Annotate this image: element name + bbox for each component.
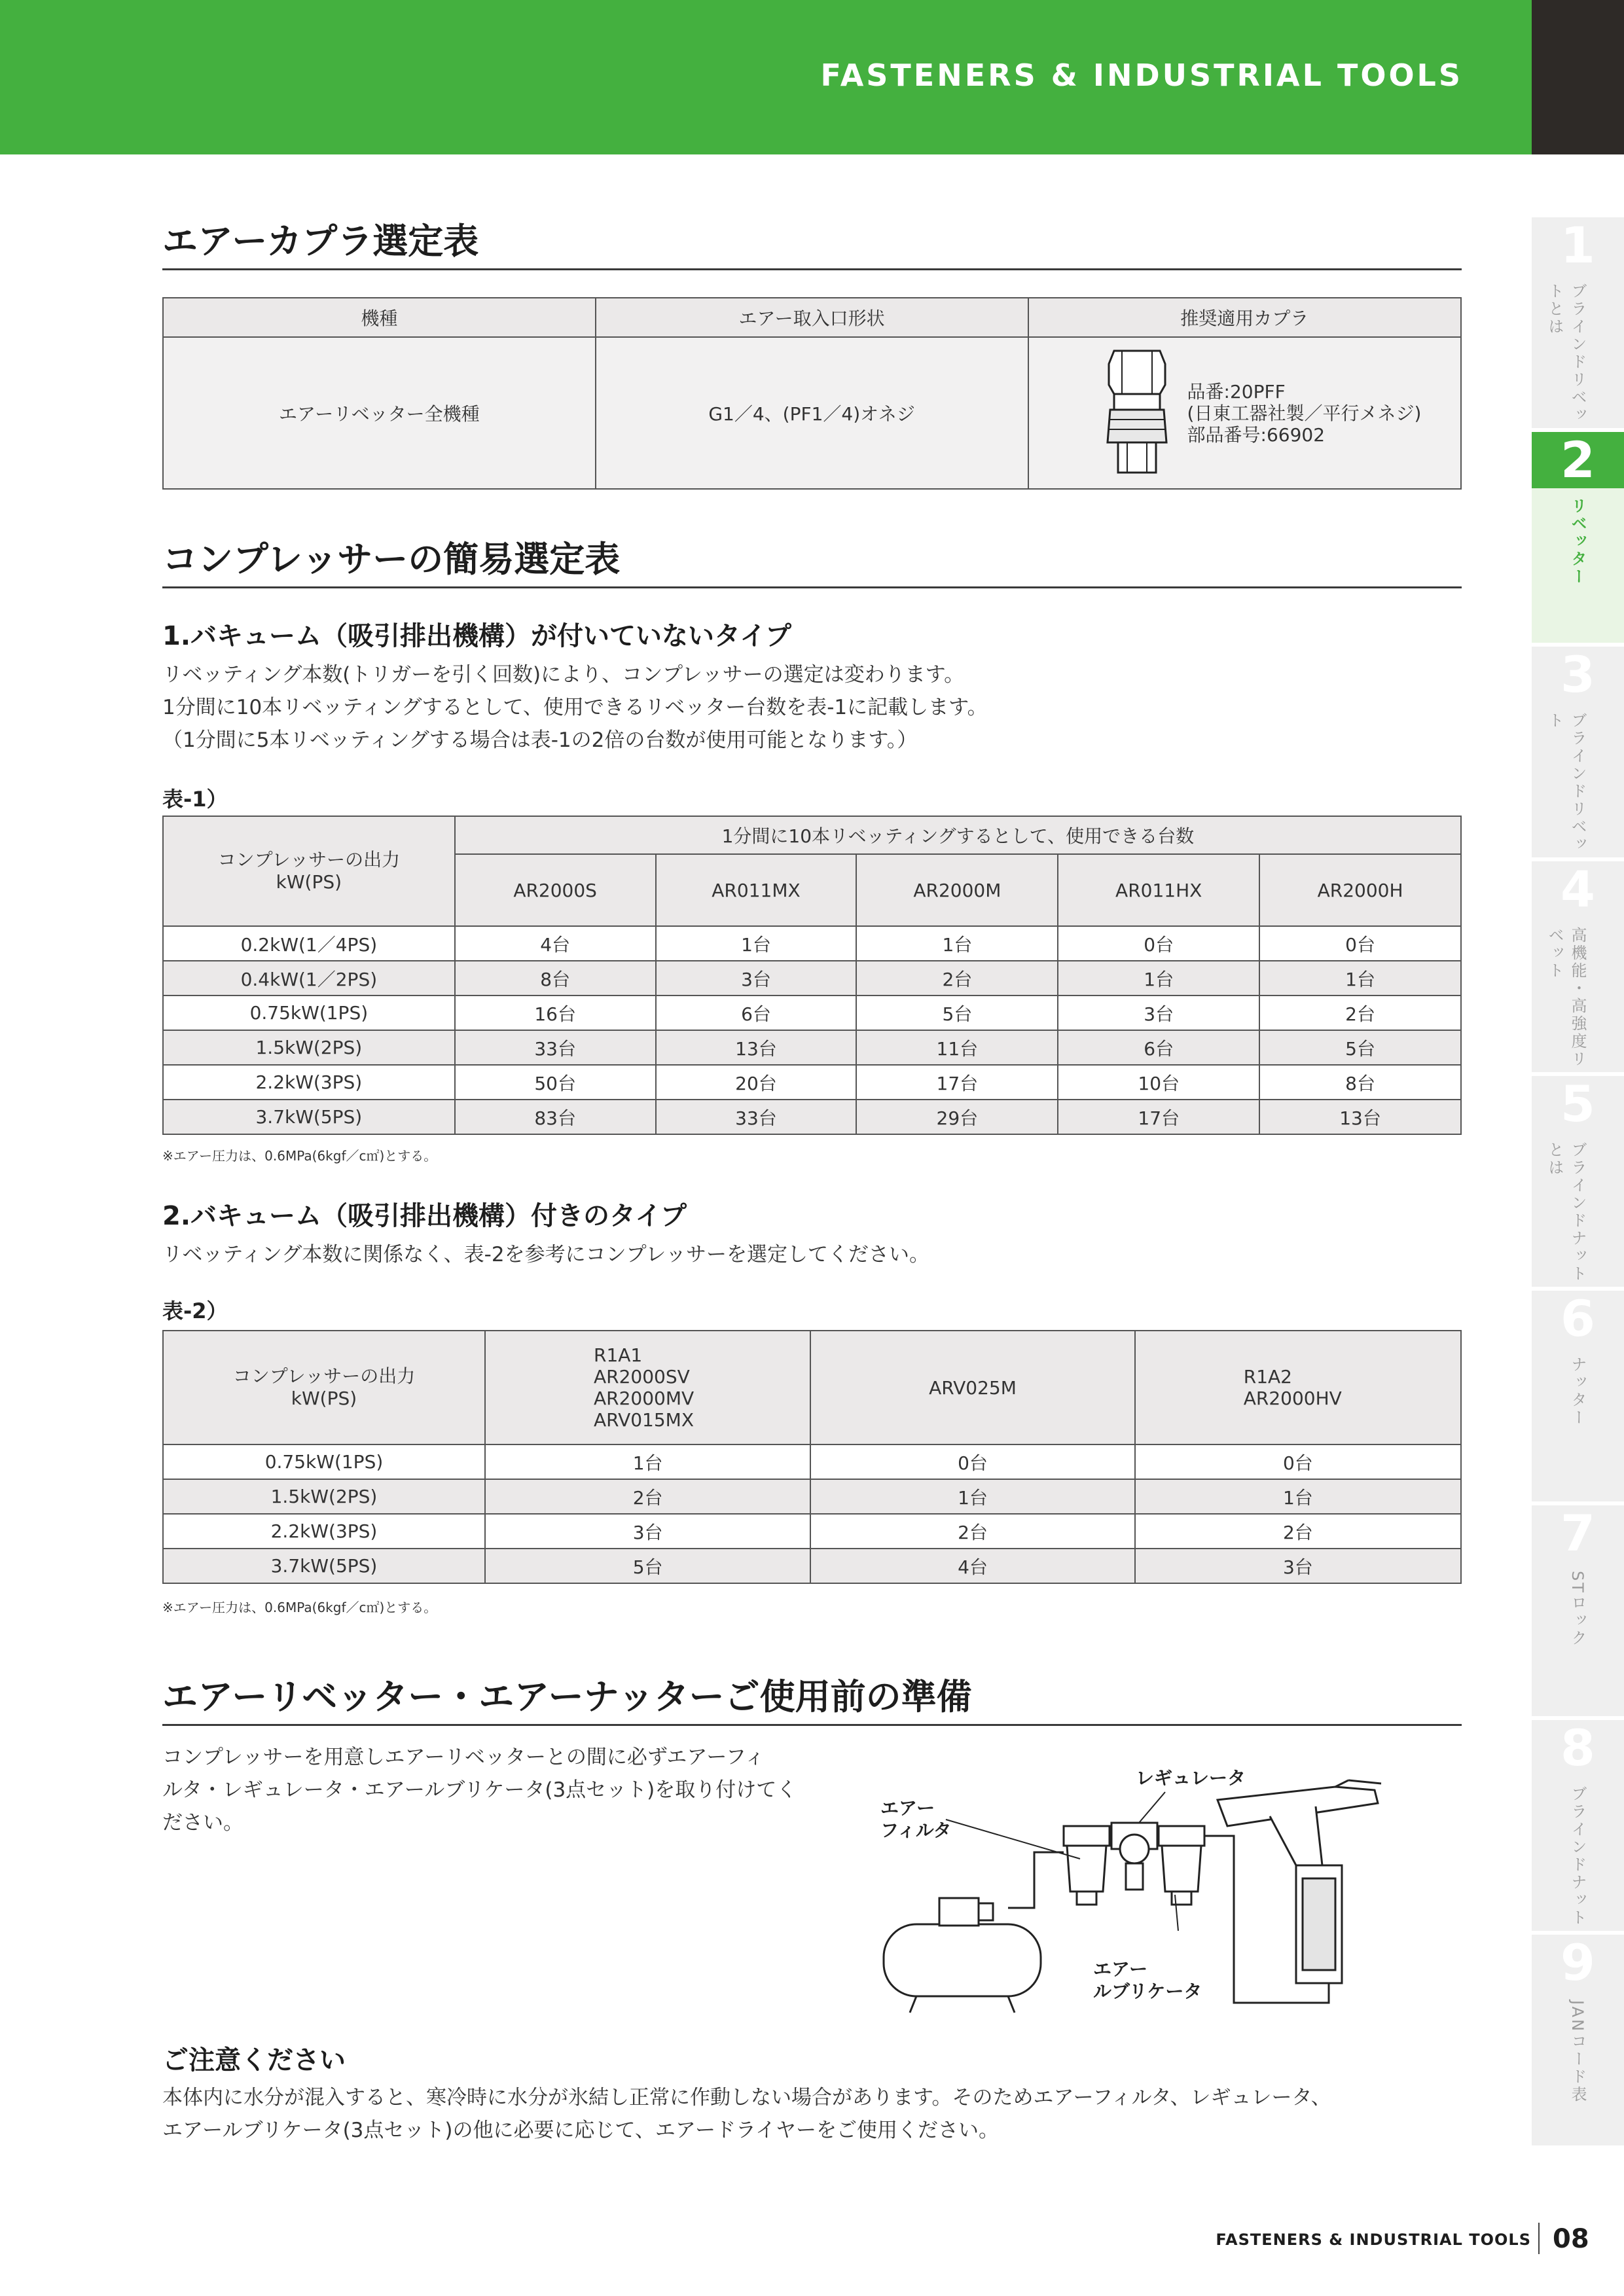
side-tab-label: 高機能・高強度リベット bbox=[1545, 927, 1587, 1068]
table1-model: AR2000H bbox=[1259, 854, 1461, 926]
side-tab-label: ナッター bbox=[1568, 1356, 1587, 1427]
side-tab-number: 9 bbox=[1532, 1935, 1624, 1991]
table2-output: 3.7kW(5PS) bbox=[163, 1549, 485, 1583]
table1-cell: 2台 bbox=[1259, 996, 1461, 1030]
table1-cell: 6台 bbox=[1058, 1030, 1259, 1065]
side-tab-7[interactable] bbox=[1532, 1505, 1624, 1716]
table1-note: ※エアー圧力は、0.6MPa(6kgf／c㎡)とする。 bbox=[162, 1148, 437, 1164]
side-tab-number: 5 bbox=[1532, 1076, 1624, 1132]
side-tab-number: 7 bbox=[1532, 1505, 1624, 1562]
coupler-recommend-cell bbox=[1028, 337, 1461, 489]
coupler-illustration bbox=[1101, 344, 1173, 482]
prep-line: ルタ・レギュレータ・エアールブリケータ(3点セット)を取り付けてく bbox=[162, 1778, 797, 1802]
table1-cell: 16台 bbox=[455, 996, 656, 1030]
table-row bbox=[163, 1030, 1461, 1065]
coupler-maker: (日東工器社製／平行メネジ) bbox=[1187, 402, 1422, 424]
table1-output: 1.5kW(2PS) bbox=[163, 1030, 455, 1065]
table2-cell: 0台 bbox=[1135, 1444, 1461, 1479]
table2-cell: 1台 bbox=[485, 1444, 810, 1479]
table1-cell: 6台 bbox=[656, 996, 857, 1030]
coupler-text bbox=[1187, 381, 1422, 446]
sub1-line: リベッティング本数(トリガーを引く回数)により、コンプレッサーの選定は変わります。 bbox=[162, 663, 965, 687]
footer-divider bbox=[1538, 2223, 1540, 2254]
table1-cell: 17台 bbox=[856, 1065, 1058, 1100]
table1-cell: 1台 bbox=[1259, 961, 1461, 996]
caution-line: 本体内に水分が混入すると、寒冷時に水分が氷結し正常に作動しない場合があります。そのためエアーフィルタ、レギュレータ、 bbox=[162, 2086, 1331, 2109]
prep-line: ださい。 bbox=[162, 1811, 244, 1835]
table1-cell: 8台 bbox=[1259, 1065, 1461, 1100]
side-tab-label: ブラインドナット bbox=[1568, 1785, 1587, 1927]
caution-title: ご注意ください bbox=[162, 2045, 346, 2075]
table2-cell: 4台 bbox=[810, 1549, 1134, 1583]
sub2-text: リベッティング本数に関係なく、表-2を参考にコンプレッサーを選定してください。 bbox=[162, 1243, 930, 1266]
table1-head-output-unit: kW(PS) bbox=[276, 871, 342, 893]
table1-cell: 0台 bbox=[1058, 926, 1259, 961]
header-title: FASTENERS & INDUSTRIAL TOOLS bbox=[820, 58, 1463, 93]
side-tab-nav bbox=[1532, 217, 1624, 2149]
filter-label bbox=[880, 1797, 952, 1842]
table-row bbox=[163, 1444, 1461, 1479]
table-row bbox=[163, 996, 1461, 1030]
footer-text: FASTENERS & INDUSTRIAL TOOLS bbox=[1216, 2231, 1531, 2249]
caution-line: エアールブリケータ(3点セット)の他に必要に応じて、エアードライヤーをご使用ください。 bbox=[162, 2119, 1000, 2142]
side-tab-label: リベッター bbox=[1568, 497, 1587, 586]
sub1-line: （1分間に5本リベッティングする場合は表-1の2倍の台数が使用可能となります。） bbox=[162, 728, 918, 752]
table2-model: ARV015MX bbox=[593, 1409, 694, 1431]
side-tab-3[interactable] bbox=[1532, 647, 1624, 857]
table1-cell: 5台 bbox=[856, 996, 1058, 1030]
coupler-header-model: 機種 bbox=[163, 298, 596, 337]
caution-text bbox=[162, 2081, 1331, 2147]
table2-model: AR2000SV bbox=[593, 1366, 690, 1388]
table2-cell: 2台 bbox=[485, 1479, 810, 1514]
side-tab-label: STロック bbox=[1568, 1571, 1587, 1647]
coupler-header-inlet: エアー取入口形状 bbox=[596, 298, 1028, 337]
table1-cell: 10台 bbox=[1058, 1065, 1259, 1100]
table1-cell: 8台 bbox=[455, 961, 656, 996]
table1-cell: 2台 bbox=[856, 961, 1058, 996]
table1-output: 3.7kW(5PS) bbox=[163, 1100, 455, 1134]
table2-head-col1 bbox=[485, 1331, 810, 1444]
table2-head-output-line: コンプレッサーの出力 bbox=[232, 1365, 416, 1387]
filter-label-line: エアー bbox=[880, 1797, 935, 1819]
side-tab-8[interactable] bbox=[1532, 1720, 1624, 1931]
table1-output: 0.75kW(1PS) bbox=[163, 996, 455, 1030]
table2-model: AR2000MV bbox=[593, 1388, 695, 1409]
coupler-section-title: エアーカプラ選定表 bbox=[162, 221, 479, 262]
section-rule bbox=[162, 586, 1462, 588]
lubricator-label bbox=[1093, 1958, 1202, 2003]
filter-label-line: フィルタ bbox=[880, 1820, 952, 1841]
side-tab-number: 4 bbox=[1532, 861, 1624, 918]
coupler-header-coupler: 推奨適用カプラ bbox=[1028, 298, 1461, 337]
table1-cell: 3台 bbox=[1058, 996, 1259, 1030]
table2-cell: 2台 bbox=[810, 1514, 1134, 1549]
side-tab-number: 1 bbox=[1532, 217, 1624, 274]
prep-text bbox=[162, 1741, 797, 1839]
table2-head-col3 bbox=[1135, 1331, 1461, 1444]
table1-model: AR2000M bbox=[856, 854, 1058, 926]
table-1 bbox=[162, 816, 1462, 1135]
air-setup-diagram bbox=[877, 1767, 1401, 2029]
table2-label: 表-2） bbox=[162, 1299, 228, 1323]
table1-head-output bbox=[163, 816, 455, 926]
table-row bbox=[163, 1549, 1461, 1583]
sub2-title: 2.バキューム（吸引排出機構）付きのタイプ bbox=[162, 1201, 687, 1231]
side-tab-4[interactable] bbox=[1532, 861, 1624, 1072]
table1-cell: 4台 bbox=[455, 926, 656, 961]
table2-model: AR2000HV bbox=[1243, 1388, 1342, 1409]
side-tab-label: ブラインドナットとは bbox=[1545, 1141, 1587, 1283]
table2-cell: 1台 bbox=[1135, 1479, 1461, 1514]
header-corner bbox=[1532, 0, 1624, 154]
table2-cell: 5台 bbox=[485, 1549, 810, 1583]
table1-label: 表-1） bbox=[162, 787, 228, 812]
page-number: 08 bbox=[1553, 2224, 1589, 2254]
table1-cell: 13台 bbox=[656, 1030, 857, 1065]
table2-model: ARV025M bbox=[929, 1376, 1017, 1399]
table1-cell: 20台 bbox=[656, 1065, 857, 1100]
coupler-part-code: 部品番号:66902 bbox=[1187, 423, 1326, 446]
table1-cell: 33台 bbox=[656, 1100, 857, 1134]
table-row bbox=[163, 1479, 1461, 1514]
table1-cell: 1台 bbox=[1058, 961, 1259, 996]
side-tab-1[interactable] bbox=[1532, 217, 1624, 428]
table2-cell: 2台 bbox=[1135, 1514, 1461, 1549]
table2-cell: 1台 bbox=[810, 1479, 1134, 1514]
table2-output: 0.75kW(1PS) bbox=[163, 1444, 485, 1479]
table-row bbox=[163, 1100, 1461, 1134]
table1-model: AR011HX bbox=[1058, 854, 1259, 926]
side-tab-number: 6 bbox=[1532, 1291, 1624, 1347]
coupler-part-number: 品番:20PFF bbox=[1187, 380, 1286, 403]
side-tab-9[interactable] bbox=[1532, 1935, 1624, 2145]
table1-output: 0.4kW(1／2PS) bbox=[163, 961, 455, 996]
side-tab-label: ブラインドリベット bbox=[1545, 712, 1587, 853]
table-row bbox=[163, 961, 1461, 996]
table1-cell: 50台 bbox=[455, 1065, 656, 1100]
section-rule bbox=[162, 268, 1462, 270]
table1-cell: 13台 bbox=[1259, 1100, 1461, 1134]
side-tab-number: 8 bbox=[1532, 1720, 1624, 1776]
table-row bbox=[163, 1514, 1461, 1549]
sub1-line: 1分間に10本リベッティングするとして、使用できるリベッター台数を表-1に記載します。 bbox=[162, 696, 988, 719]
table1-cell: 33台 bbox=[455, 1030, 656, 1065]
table-row bbox=[163, 926, 1461, 961]
table1-cell: 83台 bbox=[455, 1100, 656, 1134]
table1-cell: 17台 bbox=[1058, 1100, 1259, 1134]
table1-model: AR2000S bbox=[455, 854, 656, 926]
side-tab-5[interactable] bbox=[1532, 1076, 1624, 1287]
prep-section-title: エアーリベッター・エアーナッターご使用前の準備 bbox=[162, 1676, 972, 1717]
table1-head-span: 1分間に10本リベッティングするとして、使用できる台数 bbox=[455, 816, 1461, 854]
table1-cell: 1台 bbox=[656, 926, 857, 961]
sub1-title: 1.バキューム（吸引排出機構）が付いていないタイプ bbox=[162, 621, 792, 651]
coupler-table bbox=[162, 297, 1462, 490]
coupler-inlet-cell: G1／4、(PF1／4)オネジ bbox=[596, 337, 1028, 489]
side-tab-6[interactable] bbox=[1532, 1291, 1624, 1501]
table1-head-output-line: コンプレッサーの出力 bbox=[217, 849, 401, 870]
side-tab-number: 3 bbox=[1532, 647, 1624, 703]
sub1-text bbox=[162, 658, 988, 757]
table1-output: 2.2kW(3PS) bbox=[163, 1065, 455, 1100]
table1-cell: 1台 bbox=[856, 926, 1058, 961]
table1-cell: 0台 bbox=[1259, 926, 1461, 961]
table-2 bbox=[162, 1330, 1462, 1584]
table1-cell: 11台 bbox=[856, 1030, 1058, 1065]
table-row bbox=[163, 1065, 1461, 1100]
prep-line: コンプレッサーを用意しエアーリベッターとの間に必ずエアーフィ bbox=[162, 1746, 765, 1769]
lubricator-label-line: エアー bbox=[1093, 1958, 1148, 1980]
side-tab-label: ブラインドリベットとは bbox=[1545, 283, 1587, 424]
coupler-model-cell: エアーリベッター全機種 bbox=[163, 337, 596, 489]
table2-output: 1.5kW(2PS) bbox=[163, 1479, 485, 1514]
table2-head-output-unit: kW(PS) bbox=[291, 1388, 357, 1409]
table2-output: 2.2kW(3PS) bbox=[163, 1514, 485, 1549]
table1-output: 0.2kW(1／4PS) bbox=[163, 926, 455, 961]
table2-model: R1A2 bbox=[1243, 1366, 1292, 1388]
table2-cell: 3台 bbox=[485, 1514, 810, 1549]
table1-cell: 3台 bbox=[656, 961, 857, 996]
table2-head-output bbox=[163, 1331, 485, 1444]
table1-cell: 29台 bbox=[856, 1100, 1058, 1134]
compressor-section-title: コンプレッサーの簡易選定表 bbox=[162, 539, 621, 580]
side-tab-2[interactable] bbox=[1532, 432, 1624, 643]
table2-model: R1A1 bbox=[593, 1344, 643, 1366]
side-tab-label: JANコード表 bbox=[1568, 2000, 1587, 2104]
table2-head-col2 bbox=[810, 1331, 1134, 1444]
table2-note: ※エアー圧力は、0.6MPa(6kgf／c㎡)とする。 bbox=[162, 1600, 437, 1615]
side-tab-number: 2 bbox=[1532, 432, 1624, 488]
section-rule bbox=[162, 1724, 1462, 1726]
table1-cell: 5台 bbox=[1259, 1030, 1461, 1065]
table2-cell: 0台 bbox=[810, 1444, 1134, 1479]
regulator-label: レギュレータ bbox=[1136, 1767, 1246, 1789]
table2-cell: 3台 bbox=[1135, 1549, 1461, 1583]
lubricator-label-line: ルブリケータ bbox=[1093, 1981, 1202, 2002]
table1-model: AR011MX bbox=[656, 854, 857, 926]
